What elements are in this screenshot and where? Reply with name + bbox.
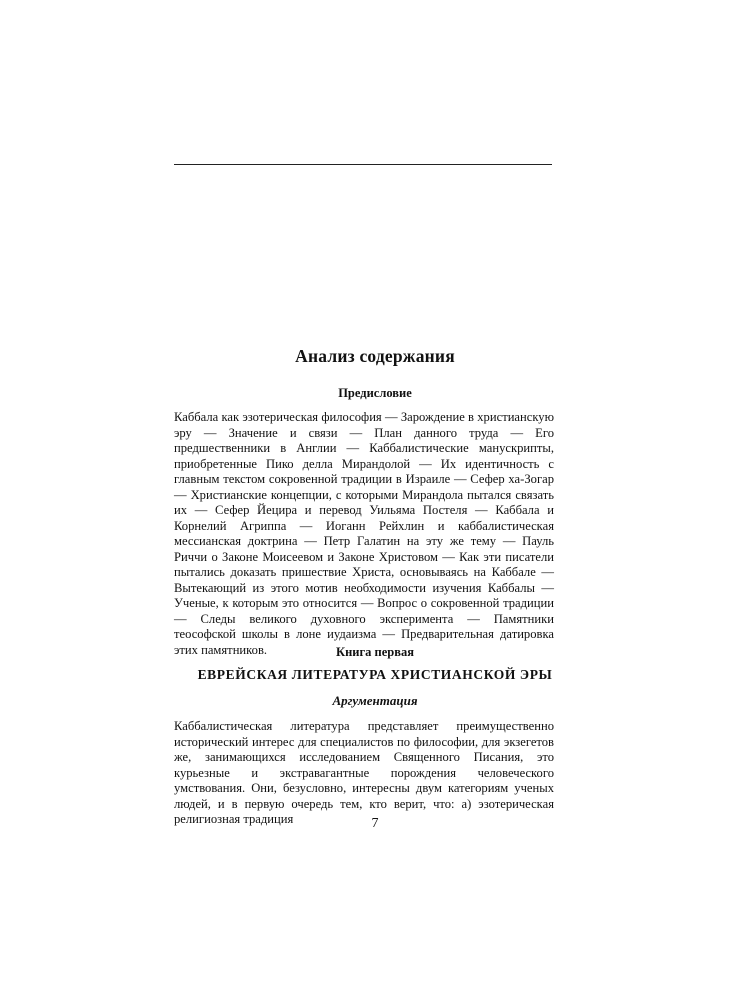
book-label: Книга первая [336,645,414,659]
page-title: Анализ содержания [295,346,455,366]
preface-heading: Предисловие [338,386,412,400]
page-number: 7 [371,816,379,831]
argument-heading: Аргументация [332,693,418,708]
argument-paragraph: Каббалистическая литература представляет преимущественно исторический интерес для специалистов по философии, для экзегетов же, занимающихся исследованием Священного Писания, это курьезные и экстравагантные порождения человеческого умствования. Они, безусловно, интересны двум категориям ученых людей, и в первую очередь тем, кто верит, что: а) эзотерическая религиозная традиция [174,719,554,826]
book-title: ЕВРЕЙСКАЯ ЛИТЕРАТУРА ХРИСТИАНСКОЙ ЭРЫ [197,667,553,682]
header-rule [174,164,552,165]
preface-paragraph: Каббала как эзотерическая философия — Зарождение в христианскую эру — Значение и связи — План данного труда — Его предшественники в Англии — Каббалистические манускрипты, приобретенные Пико делла Мирандолой — Их идентичность с главным текстом сокровенной традиции в Израиле — Сефер ха-Зогар — Христианские концепции, с которыми Мирандола пытался связать их — Сефер Йецира и перевод Уильяма Постеля — Каббала и Корнелий Агриппа — Иоганн Рейхлин и каббалистическая мессианская доктрина — Петр Галатин на эту же тему — Пауль Риччи о Законе Моисеевом и Законе Христовом — Как эти писатели пытались доказать пришествие Христа, основываясь на Каббале — Вытекающий из этого мотив необходимости изучения Каббалы — Ученые, к которым это относится — Вопрос о сокровенной традиции — Следы великого духовного эксперимента — Памятники теософской школы в лоне иудаизма — Предварительная датировка этих памятников. [174,410,554,657]
